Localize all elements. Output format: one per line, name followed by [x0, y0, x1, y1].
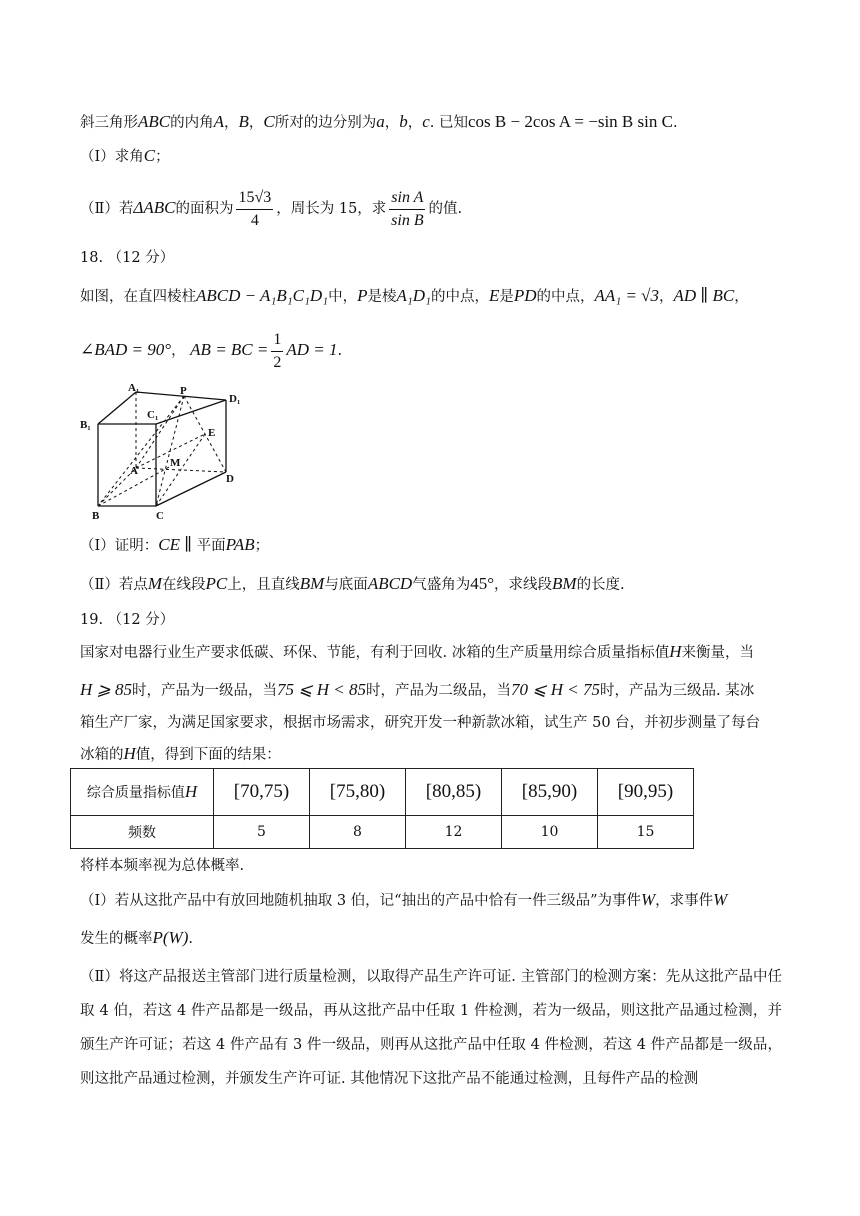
q19-para1-line4: 冰箱的H值，得到下面的结果：	[80, 744, 281, 763]
prism-figure	[76, 382, 246, 522]
table-header-cell: 频数	[71, 816, 214, 849]
table-cell: 15	[598, 816, 694, 849]
q17-part1: （Ⅰ）求角C；	[80, 146, 170, 165]
frequency-table	[70, 768, 694, 849]
label-A1: A₁	[128, 382, 140, 394]
label-A: A	[130, 465, 138, 477]
edge-B1-A1	[98, 392, 136, 424]
label-B: B	[92, 510, 100, 522]
sine-ratio-fraction: $\frac{\text{sin A}}{\text{sin B}}$	[391, 188, 424, 229]
q19-para1-line2: H ⩾ 85时，产品为一级品，当75 ⩽ H < 85时，产品为二级品，当70 ⩽ H < 75时，产品为三级品. 某冰	[80, 680, 755, 699]
q19-note: 将样本频率视为总体概率.	[80, 858, 245, 874]
q17-part2: （Ⅱ）若ΔABC的面积为 $\frac{15√3}{4}$ ，周长为 15，求 $\frac{\text{sin A}}{\text{sin B}}$ 的值.	[80, 188, 463, 229]
table-row	[71, 769, 694, 816]
table-cell: [75,80)	[310, 769, 406, 816]
table-row	[71, 816, 694, 849]
table-cell: [70,75)	[214, 769, 310, 816]
table-cell: 5	[214, 816, 310, 849]
q19-para1-line3: 箱生产厂家，为满足国家要求，根据市场需求，研究开发一种新款冰箱，试生产 50 台，并初步测量了每台	[80, 715, 761, 731]
half-fraction: $\frac{1}{2}$	[273, 330, 282, 371]
label-P: P	[180, 385, 187, 397]
q18-part2: （Ⅱ）若点M在线段PC上，且直线BM与底面ABCD气盛角为45°，求线段BM的长度.	[80, 574, 625, 593]
label-M: M	[170, 457, 181, 469]
q19-part2: （Ⅱ）将这产品报送主管部门进行质量检测，以取得产品生产许可证. 主管部门的检测方案：先从这批产品中任取 4 伯，若这 4 件产品都是一级品，再从这批产品中任取 1 件检测，若为一级品，则这批产品通过检测，并颁生产许可证；若这 4 件产品有 3 件一级品，则再从这批产品中任取 4 件检测，若这 4 件产品都是一级品，则这批产品通过检测，并颁发生产许可证. 其他情况下这批产品不能通过检测，且每件产品的检测	[80, 969, 782, 1087]
q18-part1: （Ⅰ）证明：CE ∥ 平面PAB；	[80, 535, 270, 554]
q19-header: 19. （12 分）	[80, 612, 175, 628]
label-D1: D₁	[229, 393, 241, 405]
q18-statement-line1: 如图，在直四棱柱ABCD − A₁B₁C₁D₁中，P是棱A₁D₁的中点，E是PD的中点，AA₁ = √3，AD ∥ BC，	[80, 286, 749, 305]
area-fraction: $\frac{15√3}{4}$	[238, 188, 272, 229]
q19-para1-line1: 国家对电器行业生产要求低碳、环保、节能，有利于回收. 冰箱的生产质量用综合质量指标值H来衡量，当	[80, 642, 754, 661]
label-D: D	[226, 473, 234, 485]
q19-part1-line2: 发生的概率P(W).	[80, 928, 193, 947]
table-cell: 10	[502, 816, 598, 849]
table-cell: [80,85)	[406, 769, 502, 816]
table-cell: [85,90)	[502, 769, 598, 816]
label-E: E	[208, 427, 216, 439]
label-C1: C₁	[147, 409, 159, 421]
q18-header: 18. （12 分）	[80, 250, 175, 266]
edge-C-D	[156, 472, 226, 506]
q17-statement: 斜三角形ABC的内角A，B，C所对的边分别为a，b，c. 已知cos B − 2cos A = −sin B sin C.	[80, 112, 678, 131]
label-B1: B₁	[80, 419, 91, 431]
edge-C1-D1	[156, 400, 226, 424]
table-cell: [90,95)	[598, 769, 694, 816]
table-cell: 12	[406, 816, 502, 849]
q18-statement-line2: ∠BAD = 90°， AB = BC = $\frac{1}{2}$ AD = 1.	[80, 330, 343, 371]
table-header-cell: 综合质量指标值H	[71, 769, 214, 816]
q19-part1-line1: （Ⅰ）若从这批产品中有放回地随机抽取 3 伯，记“抽出的产品中恰有一件三级品”为事件W，求事件W	[80, 890, 728, 909]
label-C: C	[156, 510, 164, 522]
table-cell: 8	[310, 816, 406, 849]
q17-equation: cos B − 2cos A = −sin B sin C	[468, 112, 673, 131]
